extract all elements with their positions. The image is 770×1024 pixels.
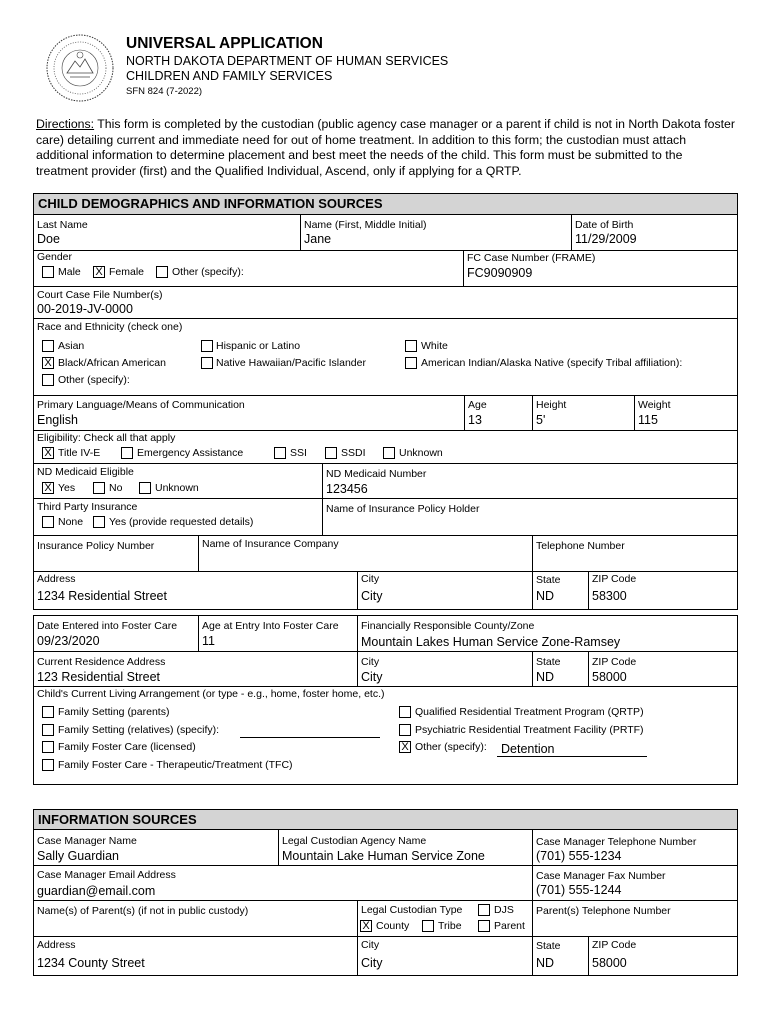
living-prtf-label: Psychiatric Residential Treatment Facility (PRTF) (415, 724, 644, 736)
division-name: CHILDREN AND FAMILY SERVICES (126, 69, 333, 83)
race-asian-checkbox[interactable] (42, 340, 54, 352)
third-party-none-label: None (58, 516, 84, 528)
age-entry-field[interactable]: 11 (202, 634, 215, 648)
zip-label: ZIP Code (592, 573, 637, 585)
current-state-field[interactable]: ND (536, 670, 555, 684)
elig-title-label: Title IV-E (58, 447, 101, 459)
telephone-label: Telephone Number (536, 540, 625, 552)
custodian-type-label: Legal Custodian Type (361, 904, 463, 916)
medicaid-number-label: ND Medicaid Number (326, 468, 427, 480)
living-parents-label: Family Setting (parents) (58, 706, 170, 718)
elig-ssi-label: SSI (290, 447, 307, 459)
living-tfc-checkbox[interactable] (42, 759, 54, 771)
language-field[interactable]: English (37, 413, 78, 427)
custodian-djs-checkbox[interactable] (478, 904, 490, 916)
financial-county-label: Financially Responsible County/Zone (361, 620, 535, 632)
elig-unknown-label: Unknown (399, 447, 443, 459)
living-parents-checkbox[interactable] (42, 706, 54, 718)
living-foster-checkbox[interactable] (42, 741, 54, 753)
city-field[interactable]: City (361, 589, 383, 603)
financial-county-field[interactable]: Mountain Lakes Human Service Zone-Ramsey (361, 635, 621, 649)
race-black-checkbox[interactable]: X (42, 357, 54, 369)
relatives-specify-line[interactable] (240, 737, 380, 738)
race-hispanic-checkbox[interactable] (201, 340, 213, 352)
directions-label: Directions: (36, 117, 95, 131)
age-entry-label: Age at Entry Into Foster Care (202, 620, 339, 632)
age-field[interactable]: 13 (468, 413, 482, 427)
sources-city-label: City (361, 939, 380, 951)
third-party-yes-label: Yes (provide requested details) (109, 516, 254, 528)
elig-unknown-checkbox[interactable] (383, 447, 395, 459)
cm-fax-field[interactable]: (701) 555-1244 (536, 883, 622, 897)
elig-ssi-checkbox[interactable] (274, 447, 286, 459)
living-relatives-label: Family Setting (relatives) (specify): (58, 724, 220, 736)
policy-holder-label: Name of Insurance Policy Holder (326, 503, 480, 515)
medicaid-eligible-label: ND Medicaid Eligible (37, 466, 134, 478)
elig-ssdi-checkbox[interactable] (325, 447, 337, 459)
sources-address-field[interactable]: 1234 County Street (37, 956, 145, 970)
living-relatives-checkbox[interactable] (42, 724, 54, 736)
age-label: Age (468, 399, 487, 411)
sources-zip-field[interactable]: 58000 (592, 956, 627, 970)
race-hawaiian-label: Native Hawaiian/Pacific Islander (216, 357, 366, 369)
address-field[interactable]: 1234 Residential Street (37, 589, 167, 603)
last-name-field[interactable]: Doe (37, 232, 60, 246)
race-asian-label: Asian (58, 340, 85, 352)
sources-state-field[interactable]: ND (536, 956, 555, 970)
insurance-company-label: Name of Insurance Company (202, 538, 339, 550)
current-state-label: State (536, 656, 561, 668)
case-manager-name-label: Case Manager Name (37, 835, 137, 847)
cm-email-field[interactable]: guardian@email.com (37, 884, 156, 898)
third-party-label: Third Party Insurance (37, 501, 138, 513)
demographics-heading: CHILD DEMOGRAPHICS AND INFORMATION SOURCES (34, 194, 737, 214)
cm-email-label: Case Manager Email Address (37, 869, 176, 881)
form-number: SFN 824 (7-2022) (126, 86, 203, 97)
agency-name-label: Legal Custodian Agency Name (282, 835, 427, 847)
form-title: UNIVERSAL APPLICATION (126, 35, 323, 52)
medicaid-unknown-label: Unknown (155, 482, 199, 494)
state-field[interactable]: ND (536, 589, 555, 603)
zip-field[interactable]: 58300 (592, 589, 627, 603)
information-sources-heading: INFORMATION SOURCES (34, 810, 737, 829)
living-qrtp-label: Qualified Residential Treatment Program (QRTP) (415, 706, 644, 718)
custodian-djs-label: DJS (494, 904, 514, 916)
dob-field[interactable]: 11/29/2009 (575, 232, 637, 246)
weight-label: Weight (638, 399, 671, 411)
medicaid-no-label: No (109, 482, 123, 494)
sources-city-field[interactable]: City (361, 956, 383, 970)
agency-name-field[interactable]: Mountain Lake Human Service Zone (282, 849, 485, 863)
medicaid-unknown-checkbox[interactable] (139, 482, 151, 494)
custodian-tribe-checkbox[interactable] (422, 920, 434, 932)
height-field[interactable]: 5' (536, 413, 546, 427)
race-other-checkbox[interactable] (42, 374, 54, 386)
current-address-label: Current Residence Address (37, 656, 166, 668)
directions-body: This form is completed by the custodian (public agency case manager or a parent if child is not in North Dakota foster care) detailing current and immediate need for out of home treatment. In addition to this form; the custodian must attach additional information to determine placement and best meet the needs of the child. This form must be submitted to the treatment provider (first) and the Qualified Individual, Ascend, only if applying for a QRTP. (36, 117, 735, 178)
race-label: Race and Ethnicity (check one) (37, 321, 183, 333)
custodian-parent-label: Parent (494, 920, 525, 932)
living-tfc-label: Family Foster Care - Therapeutic/Treatment (TFC) (58, 759, 293, 771)
dob-label: Date of Birth (575, 219, 634, 231)
race-native-checkbox[interactable] (405, 357, 417, 369)
race-native-label: American Indian/Alaska Native (specify Tribal affiliation): (421, 357, 683, 369)
gender-female-label: Female (109, 266, 145, 278)
medicaid-yes-checkbox[interactable]: X (42, 482, 54, 494)
address-label: Address (37, 573, 76, 585)
department-name: NORTH DAKOTA DEPARTMENT OF HUMAN SERVICES (126, 54, 449, 68)
medicaid-no-checkbox[interactable] (93, 482, 105, 494)
first-name-field[interactable]: Jane (304, 232, 332, 246)
living-other-checkbox[interactable]: X (399, 741, 411, 753)
race-black-label: Black/African American (58, 357, 166, 369)
gender-other-label: Other (specify): (172, 266, 244, 278)
sources-state-label: State (536, 940, 561, 952)
fc-case-field[interactable]: FC9090909 (467, 266, 533, 280)
parents-phone-label: Parent(s) Telephone Number (536, 905, 671, 917)
elig-ssdi-label: SSDI (341, 447, 366, 459)
fc-case-label: FC Case Number (FRAME) (467, 252, 596, 264)
custodian-county-label: County (376, 920, 410, 932)
gender-male-label: Male (58, 266, 81, 278)
race-white-label: White (421, 340, 448, 352)
current-city-field[interactable]: City (361, 670, 383, 684)
living-qrtp-checkbox[interactable] (399, 706, 411, 718)
gender-other-checkbox[interactable] (156, 266, 168, 278)
eligibility-label: Eligibility: Check all that apply (37, 432, 176, 444)
date-entered-label: Date Entered into Foster Care (37, 620, 178, 632)
sources-zip-label: ZIP Code (592, 939, 637, 951)
custodian-tribe-label: Tribe (438, 920, 462, 932)
state-label: State (536, 574, 561, 586)
race-hispanic-label: Hispanic or Latino (216, 340, 301, 352)
living-arrangement-label: Child's Current Living Arrangement (or type - e.g., home, foster home, etc.) (37, 688, 385, 700)
race-hawaiian-checkbox[interactable] (201, 357, 213, 369)
cm-phone-field[interactable]: (701) 555-1234 (536, 849, 622, 863)
gender-female-checkbox[interactable]: X (93, 266, 105, 278)
policy-number-label: Insurance Policy Number (37, 540, 155, 552)
elig-emergency-label: Emergency Assistance (137, 447, 244, 459)
custodian-parent-checkbox[interactable] (478, 920, 490, 932)
gender-male-checkbox[interactable] (42, 266, 54, 278)
current-zip-label: ZIP Code (592, 656, 637, 668)
living-prtf-checkbox[interactable] (399, 724, 411, 736)
third-party-none-checkbox[interactable] (42, 516, 54, 528)
language-label: Primary Language/Means of Communication (37, 399, 245, 411)
parents-name-label: Name(s) of Parent(s) (if not in public custody) (37, 905, 249, 917)
living-other-field[interactable]: Detention (501, 742, 555, 756)
city-label: City (361, 573, 380, 585)
date-entered-field[interactable]: 09/23/2020 (37, 634, 100, 648)
first-name-label: Name (First, Middle Initial) (304, 219, 427, 231)
race-white-checkbox[interactable] (405, 340, 417, 352)
elig-emergency-checkbox[interactable] (121, 447, 133, 459)
cm-fax-label: Case Manager Fax Number (536, 870, 666, 882)
elig-title-checkbox[interactable]: X (42, 447, 54, 459)
living-other-label: Other (specify): (415, 741, 487, 753)
weight-field[interactable]: 115 (638, 413, 658, 427)
custodian-county-checkbox[interactable]: X (360, 920, 372, 932)
case-manager-name-field[interactable]: Sally Guardian (37, 849, 119, 863)
current-zip-field[interactable]: 58000 (592, 670, 627, 684)
court-case-field[interactable]: 00-2019-JV-0000 (37, 302, 133, 316)
last-name-label: Last Name (37, 219, 88, 231)
directions-text (36, 117, 736, 179)
court-case-label: Court Case File Number(s) (37, 289, 163, 301)
height-label: Height (536, 399, 567, 411)
third-party-yes-checkbox[interactable] (93, 516, 105, 528)
cm-phone-label: Case Manager Telephone Number (536, 836, 697, 848)
state-seal-icon (45, 33, 115, 103)
medicaid-yes-label: Yes (58, 482, 76, 494)
gender-label: Gender (37, 251, 73, 263)
current-address-field[interactable]: 123 Residential Street (37, 670, 160, 684)
race-other-label: Other (specify): (58, 374, 130, 386)
medicaid-number-field[interactable]: 123456 (326, 482, 368, 496)
current-city-label: City (361, 656, 380, 668)
sources-address-label: Address (37, 939, 76, 951)
living-foster-label: Family Foster Care (licensed) (58, 741, 196, 753)
